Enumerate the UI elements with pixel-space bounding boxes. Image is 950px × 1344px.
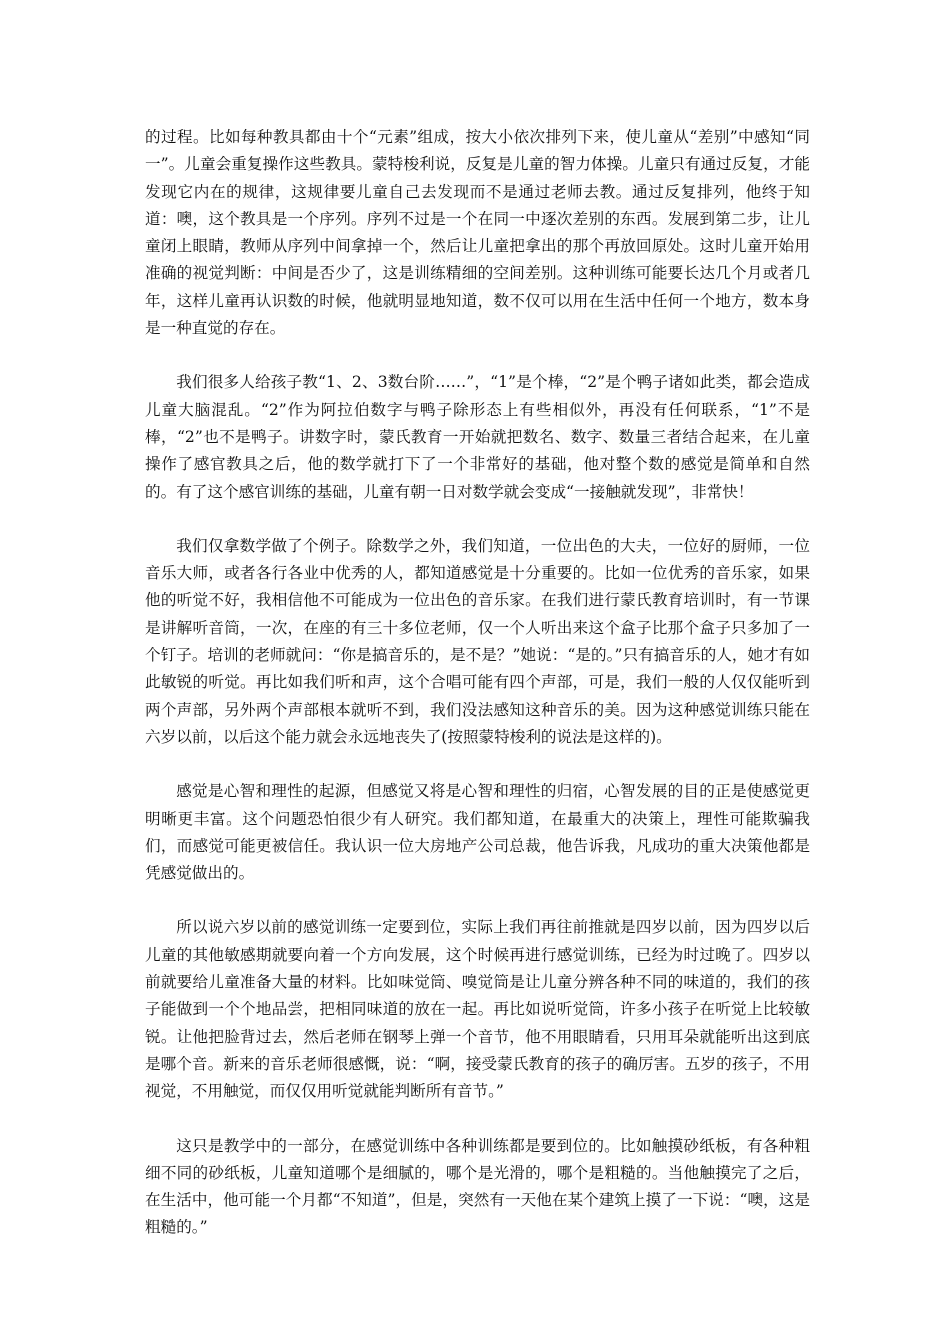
document-body: [145, 124, 810, 1269]
paragraph-6: 这只是教学中的一部分，在感觉训练中各种训练都是要到位的。比如触摸砂纸板，有各种粗细不同的砂纸板，儿童知道哪个是细腻的，哪个是光滑的，哪个是粗糙的。当他触摸完了之后，在生活中，他可能一个月都“不知道”，但是，突然有一天他在某个建筑上摸了一下说：“噢，这是粗糙的。”: [145, 1136, 810, 1237]
paragraph-1: 的过程。比如每种教具都由十个“元素”组成，按大小依次排列下来，使儿童从“差别”中感知“同一”。儿童会重复操作这些教具。蒙特梭利说，反复是儿童的智力体操。儿童只有通过反复，才能发现它内在的规律，这规律要儿童自己去发现而不是通过老师去教。通过反复排列，他终于知道：噢，这个教具是一个序列。序列不过是一个在同一中逐次差别的东西。发展到第二步，让儿童闭上眼睛，教师从序列中间拿掉一个，然后让儿童把拿出的那个再放回原处。这时儿童开始用准确的视觉判断：中间是否少了，这是训练精细的空间差别。这种训练可能要长达几个月或者几年，这样儿童再认识数的时候，他就明显地知道，数不仅可以用在生活中任何一个地方，数本身是一种直觉的存在。: [145, 128, 810, 338]
paragraph-3: 我们仅拿数学做了个例子。除数学之外，我们知道，一位出色的大夫，一位好的厨师，一位音乐大师，或者各行各业中优秀的人，都知道感觉是十分重要的。比如一位优秀的音乐家，如果他的听觉不好，我相信他不可能成为一位出色的音乐家。在我们进行蒙氏教育培训时，有一节课是讲解听音筒，一次，在座的有三十多位老师，仅一个人听出来这个盒子比那个盒子只多加了一个钉子。培训的老师就问：“你是搞音乐的，是不是？”她说：“是的。”只有搞音乐的人，她才有如此敏锐的听觉。再比如我们听和声，这个合唱可能有四个声部，可是，我们一般的人仅仅能听到两个声部，另外两个声部根本就听不到，我们没法感知这种音乐的美。因为这种感觉训练只能在六岁以前，以后这个能力就会永远地丧失了(按照蒙特梭利的说法是这样的)。: [145, 536, 810, 746]
paragraph-2: 我们很多人给孩子教“1、2、3数台阶……”，“1”是个棒，“2”是个鸭子诸如此类，都会造成儿童大脑混乱。“2”作为阿拉伯数字与鸭子除形态上有些相似外，再没有任何联系，“1”不是棒，“2”也不是鸭子。讲数字时，蒙氏教育一开始就把数名、数字、数量三者结合起来，在儿童操作了感官教具之后，他的数学就打下了一个非常好的基础，他对整个数的感觉是简单和自然的。有了这个感官训练的基础，儿童有朝一日对数学就会变成“一接触就发现”，非常快！: [145, 373, 810, 501]
paragraph-4: 感觉是心智和理性的起源，但感觉又将是心智和理性的归宿，心智发展的目的正是使感觉更明晰更丰富。这个问题恐怕很少有人研究。我们都知道，在最重大的决策上，理性可能欺骗我们，而感觉可能更被信任。我认识一位大房地产公司总裁，他告诉我，凡成功的重大决策他都是凭感觉做出的。: [145, 782, 810, 883]
paragraph-5: 所以说六岁以前的感觉训练一定要到位，实际上我们再往前推就是四岁以前，因为四岁以后儿童的其他敏感期就要向着一个方向发展，这个时候再进行感觉训练，已经为时过晚了。四岁以前就要给儿童准备大量的材料。比如味觉筒、嗅觉筒是让儿童分辨各种不同的味道的，我们的孩子能做到一个个地品尝，把相同味道的放在一起。再比如说听觉筒，许多小孩子在听觉上比较敏锐。让他把脸背过去，然后老师在钢琴上弹一个音节，他不用眼睛看，只用耳朵就能听出这到底是哪个音。新来的音乐老师很感慨，说：“啊，接受蒙氏教育的孩子的确厉害。五岁的孩子，不用视觉，不用触觉，而仅仅用听觉就能判断所有音节。”: [145, 918, 810, 1101]
